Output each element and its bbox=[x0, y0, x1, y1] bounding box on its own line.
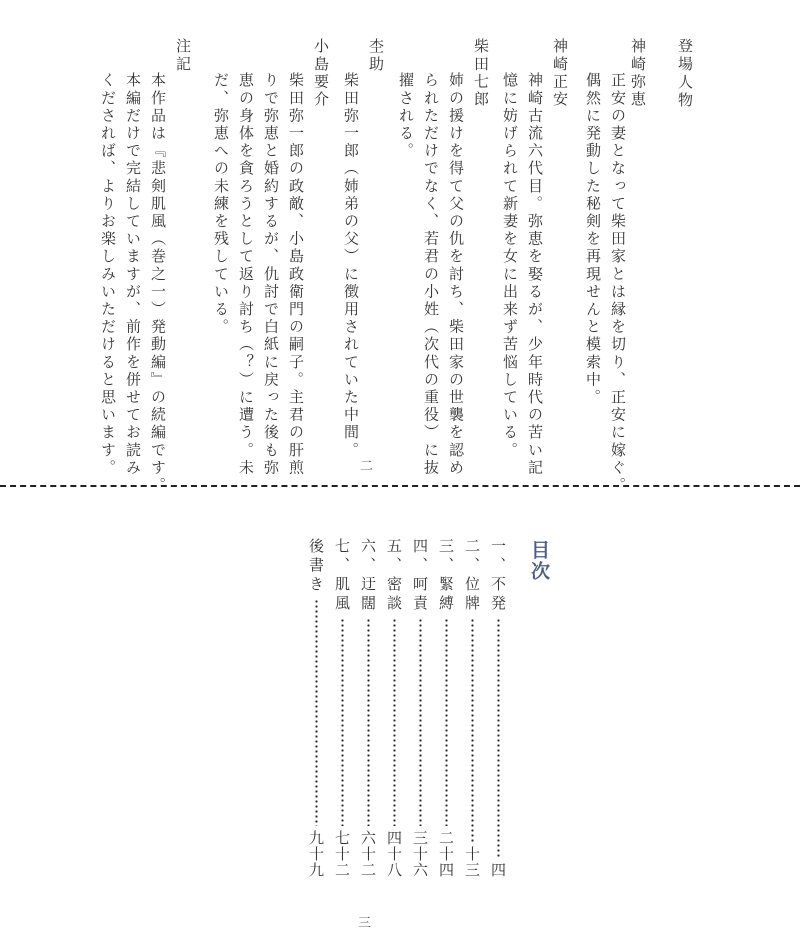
toc-item-label: 二、位牌 bbox=[463, 538, 481, 614]
leader-dots bbox=[497, 618, 500, 858]
toc-item-page: 二十四 bbox=[437, 830, 455, 878]
toc-item[interactable] bbox=[408, 538, 433, 878]
leader-dots bbox=[367, 618, 370, 826]
toc-item[interactable] bbox=[356, 538, 381, 878]
character-desc-line: 恵の身体を貪ろうとして返り討ち（？）に遭う。未 bbox=[237, 72, 255, 477]
toc-item-page: 三十六 bbox=[411, 830, 429, 878]
toc-item-page: 七十二 bbox=[333, 830, 351, 878]
toc-item-label: 後書き bbox=[307, 538, 325, 595]
character-desc-line: 姉の援けを得て父の仇を討ち、柴田家の世襲を認め bbox=[447, 72, 465, 477]
toc-item-label: 四、呵責 bbox=[411, 538, 429, 614]
toc-item-page: 四 bbox=[489, 862, 507, 878]
character-desc-line: 正安の妻となって柴田家とは縁を切り、正安に嫁ぐ。 bbox=[609, 72, 627, 495]
toc-item-label: 三、緊縛 bbox=[437, 538, 455, 614]
leader-dots bbox=[445, 618, 448, 826]
toc-item-label: 七、肌風 bbox=[333, 538, 351, 614]
page-number: 三 bbox=[358, 916, 372, 931]
toc-item-page: 十三 bbox=[463, 846, 481, 878]
page-divider bbox=[0, 485, 800, 487]
toc-item-label: 六、迂闊 bbox=[359, 538, 377, 614]
character-desc-line: られただけでなく、若君の小姓（次代の重役）に抜 bbox=[422, 72, 440, 477]
character-name-yosuke: 小島要介 bbox=[312, 38, 330, 109]
toc-item[interactable] bbox=[434, 538, 459, 878]
toc-item[interactable] bbox=[304, 538, 329, 878]
character-desc-line: 憶に妨げられて新妻を女に出来ず苦悩している。 bbox=[501, 72, 519, 460]
character-desc-line: 擢される。 bbox=[397, 72, 415, 160]
character-desc-line: 柴田弥一郎の政敵、小島政衛門の嗣子。主君の肝煎 bbox=[287, 72, 305, 477]
leader-dots bbox=[315, 599, 318, 826]
toc-item[interactable] bbox=[330, 538, 355, 878]
toc-item[interactable] bbox=[486, 538, 511, 878]
leader-dots bbox=[341, 618, 344, 826]
toc-item-page: 四十八 bbox=[385, 830, 403, 878]
note-line: くだされば、よりお楽しみいただけると思います。 bbox=[99, 72, 117, 477]
characters-heading: 登場人物 bbox=[676, 38, 694, 110]
toc-title: 目次 bbox=[528, 540, 550, 582]
leader-dots bbox=[419, 618, 422, 826]
character-name-yae: 神崎弥恵 bbox=[629, 38, 647, 109]
character-name-mokusuke: 杢助 bbox=[367, 38, 385, 74]
character-desc-line: 柴田弥一郎（姉弟の父）に徴用されていた中間。 bbox=[342, 72, 360, 460]
character-name-shichiro: 柴田七郎 bbox=[472, 38, 490, 109]
character-name-masayasu: 神崎正安 bbox=[551, 38, 569, 109]
leader-dots bbox=[471, 618, 474, 842]
note-heading: 注記 bbox=[174, 38, 192, 74]
toc-item-label: 一、不発 bbox=[489, 538, 507, 614]
character-desc-line: だ、弥恵への未練を残している。 bbox=[212, 72, 230, 336]
note-line: 本作品は『悲剣肌風（巻之一）発動編』の続編です。 bbox=[149, 72, 167, 495]
page-number: 二 bbox=[360, 459, 374, 474]
leader-dots bbox=[393, 618, 396, 826]
character-desc-line: りで弥恵と婚約するが、仇討で白紙に戻った後も弥 bbox=[262, 72, 280, 477]
character-desc-line: 偶然に発動した秘剣を再現せんと模索中。 bbox=[584, 72, 602, 407]
toc-item-label: 五、密談 bbox=[385, 538, 403, 614]
note-line: 本編だけで完結していますが、前作を併せてお読み bbox=[124, 72, 142, 477]
toc-item[interactable] bbox=[382, 538, 407, 878]
toc-item-page: 六十二 bbox=[359, 830, 377, 878]
character-desc-line: 神崎古流六代目。弥恵を娶るが、少年時代の苦い記 bbox=[526, 72, 544, 477]
toc-item-page: 九十九 bbox=[307, 830, 325, 878]
toc-item[interactable] bbox=[460, 538, 485, 878]
